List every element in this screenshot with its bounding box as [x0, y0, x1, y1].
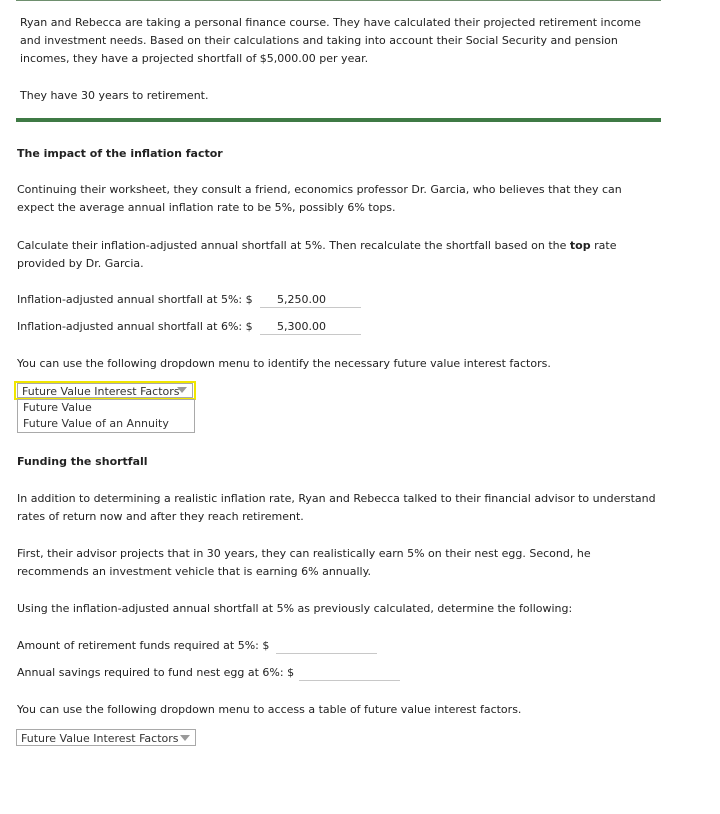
fvif-dropdown-open[interactable]: [17, 383, 193, 398]
shortfall-6-input[interactable]: 5,300.00: [260, 319, 361, 335]
dropdown-intro-2: You can use the following dropdown menu to access a table of future value interest factors.: [17, 703, 522, 716]
inflation-paragraph-2-tail: rate provided by Dr. Garcia.: [17, 239, 617, 270]
funding-paragraph-3: Using the inflation-adjusted annual shortfall at 5% as previously calculated, determine the following:: [17, 602, 573, 615]
dropdown-option-future-value[interactable]: Future Value: [23, 401, 92, 414]
inflation-paragraph-1: Continuing their worksheet, they consult a friend, economics professor Dr. Garcia, who believes that they can expect the average annual inflation rate to be 5%, possibly 6% tops.: [17, 183, 622, 214]
shortfall-6-label: Inflation-adjusted annual shortfall at 6%: $: [17, 320, 253, 333]
inflation-heading: The impact of the inflation factor: [17, 147, 223, 160]
top-rate-emphasis: top: [569, 239, 591, 252]
funding-paragraph-2: First, their advisor projects that in 30 years, they can realistically earn 5% on their nest egg. Second, he recommends an investment vehicle that is earning 6% annually.: [17, 547, 591, 578]
required-funds-input[interactable]: [276, 638, 377, 654]
section-divider: [16, 118, 661, 122]
funding-paragraph-1: In addition to determining a realistic inflation rate, Ryan and Rebecca talked to their financial advisor to understand rates of return now and after they reach retirement.: [17, 492, 656, 523]
inflation-paragraph-2-text: Calculate their inflation-adjusted annual shortfall at 5%. Then recalculate the shortfall based on the: [17, 239, 570, 252]
annual-savings-label: Annual savings required to fund nest egg at 6%: $: [17, 666, 295, 679]
fvif-dropdown[interactable]: [16, 729, 196, 746]
annual-savings-input[interactable]: [299, 665, 400, 681]
chevron-down-icon: [180, 735, 190, 741]
top-divider: [16, 0, 661, 1]
intro-paragraph: Ryan and Rebecca are taking a personal finance course. They have calculated their projected retirement income and investment needs. Based on their calculations and taking into account their Social Security and pension incomes, they have a projected shortfall of $5,000.00 per year.: [20, 16, 641, 65]
dropdown-intro-1: You can use the following dropdown menu to identify the necessary future value interest factors.: [17, 357, 551, 370]
required-funds-label: Amount of retirement funds required at 5%: $: [17, 639, 270, 652]
years-to-retirement: They have 30 years to retirement.: [20, 89, 209, 102]
fvif-dropdown-menu: [17, 399, 195, 433]
funding-heading: Funding the shortfall: [17, 455, 148, 468]
fvif-dropdown-selected: Future Value Interest Factors: [22, 385, 180, 398]
inflation-paragraph-2: [17, 237, 662, 273]
fvif-dropdown-selected-2: Future Value Interest Factors: [21, 732, 179, 745]
chevron-down-icon: [177, 387, 187, 393]
shortfall-5-label: Inflation-adjusted annual shortfall at 5%: $: [17, 293, 253, 306]
dropdown-option-future-value-annuity[interactable]: Future Value of an Annuity: [23, 417, 169, 430]
shortfall-5-input[interactable]: 5,250.00: [260, 292, 361, 308]
